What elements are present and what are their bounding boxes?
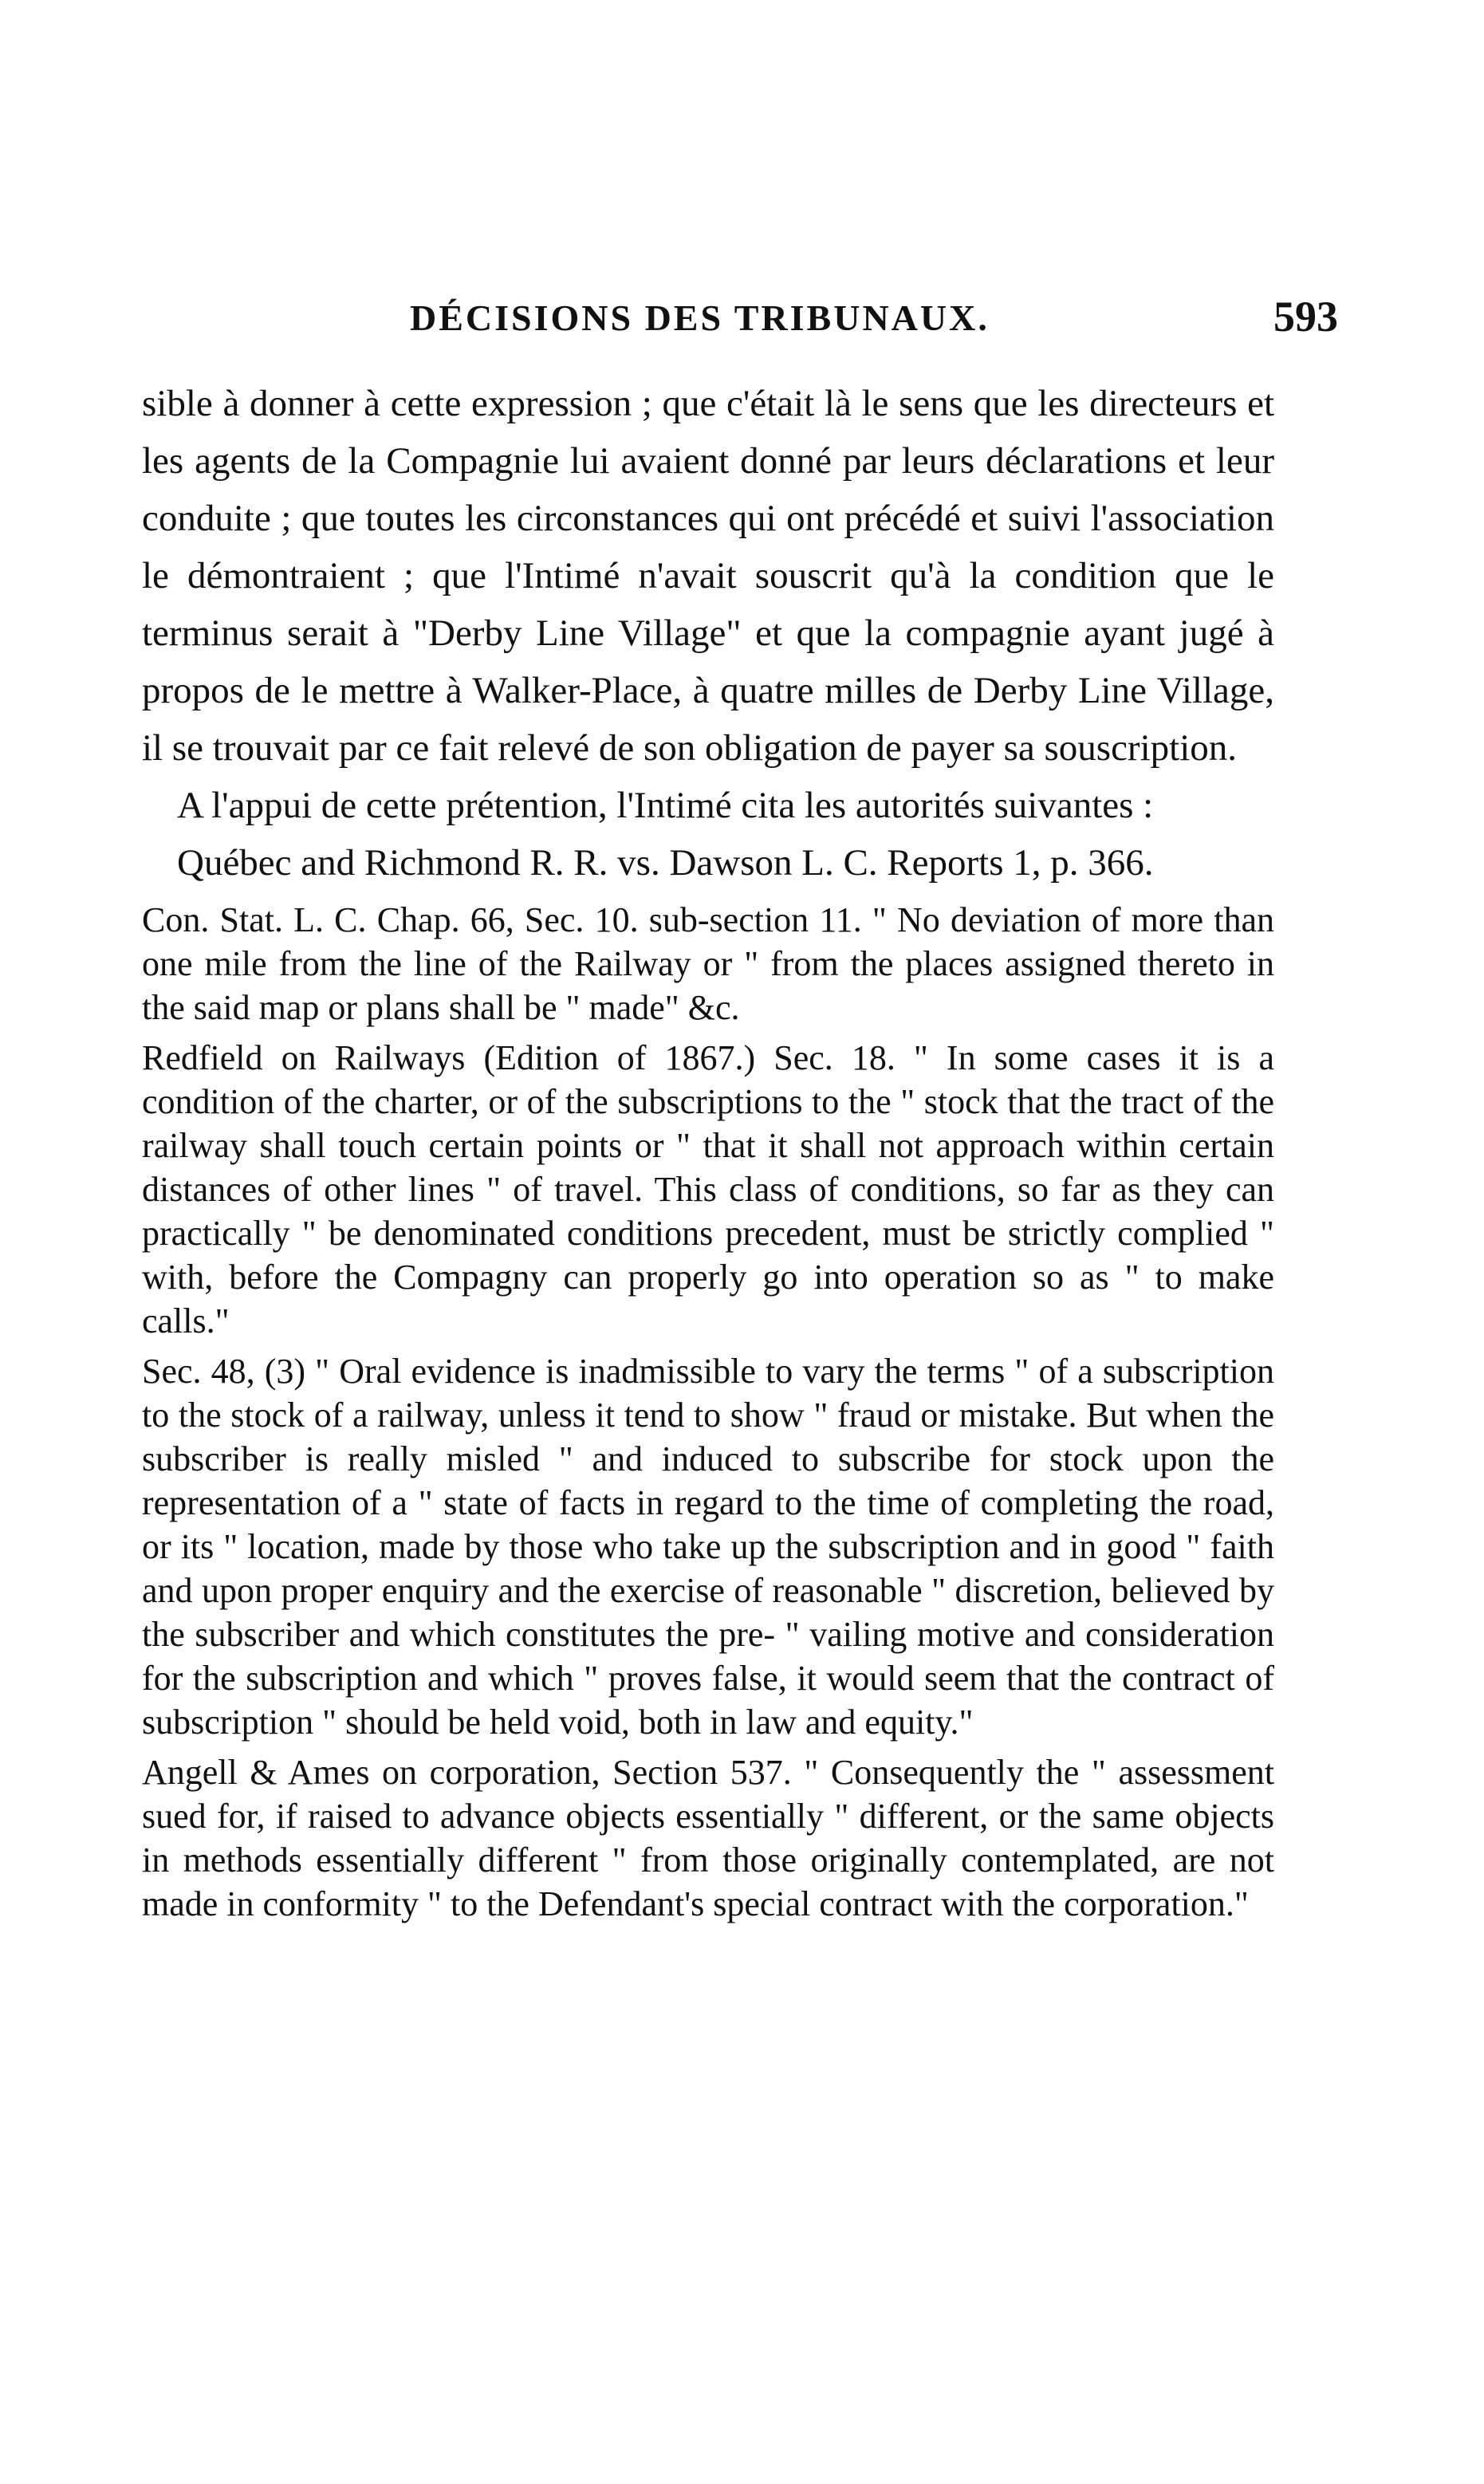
paragraph: Québec and Richmond R. R. vs. Dawson L. C. Reports 1, p. 366. — [177, 842, 1154, 884]
running-title: DÉCISIONS DES TRIBUNAUX. — [410, 297, 990, 338]
paragraph: A l'appui de cette prétention, l'Intimé cita les autorités suivantes : — [177, 785, 1154, 826]
quotation-block: Con. Stat. L. C. Chap. 66, Sec. 10. sub-section 11. " No deviation of more than one mile from the line of the Railway or " from the places assigned thereto in the said map or plans shall be " made" &c. — [142, 900, 1274, 1027]
body-text — [142, 375, 1274, 1926]
page-header — [142, 293, 1338, 352]
paragraph: sible à donner à cette expression ; que c'était là le sens que les directeurs et les agents de la Compagnie lui avaient donné par leurs déclarations et leur conduite ; que toutes les circonstances qui ont précédé et suivi l'association le démontraient ; que l'Intimé n'avait souscrit qu'à la condition que le terminus serait à "Derby Line Village" et que la compagnie ayant jugé à propos de le mettre à Walker-Place, à quatre milles de Derby Line Village, il se trouvait par ce fait relevé de son obligation de payer sa souscription. — [142, 383, 1274, 769]
quotation-block: Redfield on Railways (Edition of 1867.) Sec. 18. " In some cases it is a condition of the charter, or of the subscriptions to the " stock that the tract of the railway shall touch certain points or " that it shall not approach within certain distances of other lines " of travel. This class of conditions, so far as they can practically " be denominated conditions precedent, must be strictly complied " with, before the Compagny can properly go into operation so as " to make calls." — [142, 1038, 1274, 1340]
page-number: 593 — [1273, 293, 1338, 341]
quotation-block: Sec. 48, (3) " Oral evidence is inadmissible to vary the terms " of a subscription to the stock of a railway, unless it tend to show " fraud or mistake. But when the subscriber is really misled " and induced to subscribe for stock upon the representation of a " state of facts in regard to the time of completing the road, or its " location, made by those who take up the subscription and in good " faith and upon proper enquiry and the exercise of reasonable " discretion, believed by the subscriber and which constitutes the pre- " vailing motive and consideration for the subscription and which " proves false, it would seem that the contract of subscription " should be held void, both in law and equity." — [142, 1352, 1274, 1742]
quotation-block: Angell & Ames on corporation, Section 537. " Consequently the " assessment sued for, if raised to advance objects essentially " different, or the same objects in methods essentially different " from those originally contemplated, are not made in conformity " to the Defendant's special contract with the corporation." — [142, 1753, 1274, 1923]
